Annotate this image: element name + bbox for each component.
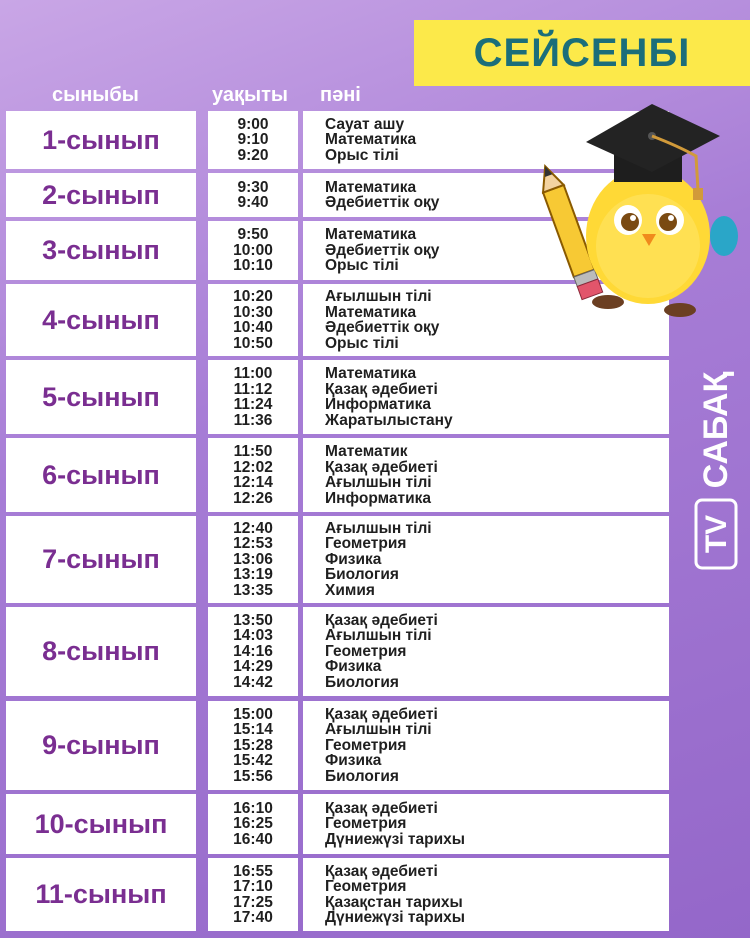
subject-name: Қазақ әдебиеті <box>325 611 438 629</box>
time-value: 13:19 <box>233 566 273 584</box>
time-value: 15:56 <box>233 767 273 785</box>
subject-name: Геометрия <box>325 815 407 833</box>
subject-name: Орыс тілі <box>325 334 399 352</box>
subject-name: Биология <box>325 566 399 584</box>
class-label: 7-сынып <box>42 544 160 574</box>
time-value: 10:00 <box>233 241 273 259</box>
class-label: 2-сынып <box>42 179 160 210</box>
class-label: 10-сынып <box>34 808 168 839</box>
time-value: 13:35 <box>233 581 273 599</box>
subject-name: Жаратылыстану <box>325 411 453 429</box>
class-cell <box>6 438 196 512</box>
brand-name-text: САБАҚ <box>697 371 735 489</box>
time-value: 9:20 <box>237 146 269 164</box>
subject-name: Математика <box>325 303 417 321</box>
subject-cell <box>303 607 669 696</box>
subject-name: Қазақ әдебиеті <box>325 705 438 723</box>
subject-cell <box>303 794 669 854</box>
tv-sabak-logo-icon <box>693 362 739 572</box>
subject-name: Орыс тілі <box>325 146 399 164</box>
subject-name: Информатика <box>325 489 431 507</box>
subject-name: Дүниежүзі тарихы <box>325 830 465 848</box>
time-cell <box>208 794 298 854</box>
class-cell <box>6 607 196 696</box>
subject-name: Ағылшын тілі <box>325 627 432 645</box>
time-cell <box>208 111 298 169</box>
class-cell <box>6 284 196 356</box>
subject-name: Геометрия <box>325 736 407 754</box>
subject-name: Геометрия <box>325 535 407 553</box>
time-cell <box>208 701 298 790</box>
subject-name: Геометрия <box>325 642 407 660</box>
time-value: 15:28 <box>233 736 273 754</box>
time-cell <box>208 360 298 434</box>
time-value: 14:29 <box>233 658 273 676</box>
subject-name: Геометрия <box>325 878 407 895</box>
subject-name: Дүниежүзі тарихы <box>325 909 465 926</box>
subject-name: Физика <box>325 658 382 676</box>
subject-name: Әдебиеттік оқу <box>325 194 440 211</box>
subject-name: Математика <box>325 226 417 244</box>
time-cell <box>208 221 298 280</box>
class-cell <box>6 516 196 603</box>
time-value: 16:10 <box>233 799 273 817</box>
time-value: 9:10 <box>237 131 269 149</box>
class-cell <box>6 858 196 931</box>
subject-name: Биология <box>325 673 399 691</box>
subject-name: Қазақстан тарихы <box>325 893 463 911</box>
time-value: 16:40 <box>233 830 273 848</box>
subject-cell <box>303 360 669 434</box>
time-value: 12:40 <box>233 519 273 537</box>
subject-name: Ағылшын тілі <box>325 474 432 491</box>
time-value: 12:14 <box>233 474 273 491</box>
time-value: 10:50 <box>233 334 273 352</box>
day-title-banner <box>414 20 750 86</box>
subject-name: Орыс тілі <box>325 257 399 275</box>
time-value: 10:10 <box>233 257 273 275</box>
subject-name: Биология <box>325 767 399 785</box>
brand-logo <box>693 362 739 572</box>
time-value: 15:00 <box>233 705 273 723</box>
class-cell <box>6 111 196 169</box>
time-cell <box>208 516 298 603</box>
subject-name: Математика <box>325 178 417 196</box>
class-label: 1-сынып <box>42 124 160 155</box>
time-value: 9:00 <box>237 115 269 133</box>
time-value: 15:14 <box>233 721 273 739</box>
time-value: 13:50 <box>233 611 273 629</box>
time-cell <box>208 607 298 696</box>
column-header-time: уақыты <box>212 84 288 106</box>
brand-tv-text: TV <box>700 514 733 554</box>
subject-name: Химия <box>325 581 375 599</box>
subject-name: Информатика <box>325 396 431 413</box>
subject-name: Математика <box>325 131 417 149</box>
class-label: 6-сынып <box>42 459 160 490</box>
time-value: 9:40 <box>237 194 269 211</box>
time-value: 12:26 <box>233 489 273 507</box>
time-value: 10:30 <box>233 303 273 321</box>
subject-name: Қазақ әдебиеті <box>325 799 438 817</box>
day-title: СЕЙСЕНБІ <box>473 30 691 75</box>
time-value: 11:00 <box>233 365 273 382</box>
class-cell <box>6 794 196 854</box>
subject-name: Қазақ әдебиеті <box>325 380 438 398</box>
schedule-row <box>0 607 750 696</box>
subject-cell <box>303 701 669 790</box>
subject-cell <box>303 438 669 512</box>
schedule-row <box>0 516 750 603</box>
subject-name: Ағылшын тілі <box>325 721 432 739</box>
time-value: 17:40 <box>233 909 273 926</box>
time-value: 10:20 <box>233 288 273 305</box>
time-value: 12:02 <box>233 458 273 476</box>
column-header-class: сыныбы <box>52 84 139 106</box>
time-cell <box>208 284 298 356</box>
subject-name: Физика <box>325 752 382 770</box>
subject-name: Физика <box>325 550 382 568</box>
class-cell <box>6 360 196 434</box>
time-value: 11:36 <box>233 411 273 429</box>
time-value: 13:06 <box>233 550 273 568</box>
class-label: 9-сынып <box>42 730 160 760</box>
subject-cell <box>303 516 669 603</box>
schedule-row <box>0 858 750 931</box>
time-value: 11:24 <box>233 396 273 413</box>
subject-cell <box>303 858 669 931</box>
time-value: 11:12 <box>233 380 273 398</box>
subject-name: Математика <box>325 365 417 382</box>
time-cell <box>208 438 298 512</box>
time-value: 11:50 <box>233 443 273 460</box>
time-value: 10:40 <box>233 319 273 336</box>
time-value: 16:55 <box>233 862 273 880</box>
class-label: 11-сынып <box>35 879 167 909</box>
subject-name: Қазақ әдебиеті <box>325 862 438 880</box>
time-cell <box>208 173 298 217</box>
time-value: 9:30 <box>237 178 269 196</box>
time-value: 17:10 <box>233 878 273 895</box>
schedule-row <box>0 360 750 434</box>
class-label: 8-сынып <box>42 636 160 666</box>
subject-name: Әдебиеттік оқу <box>325 319 440 336</box>
subject-name: Қазақ әдебиеті <box>325 458 438 476</box>
class-label: 3-сынып <box>42 235 160 265</box>
subject-name: Математик <box>325 443 408 460</box>
column-header-subject: пәні <box>320 84 361 106</box>
time-value: 15:42 <box>233 752 273 770</box>
subject-name: Сауат ашу <box>325 115 405 133</box>
time-value: 17:25 <box>233 893 273 911</box>
class-label: 5-сынып <box>42 381 160 412</box>
time-value: 14:16 <box>233 642 273 660</box>
chick-mascot-icon <box>528 96 744 322</box>
subject-name: Ағылшын тілі <box>325 519 432 537</box>
schedule-row <box>0 794 750 854</box>
subject-name: Ағылшын тілі <box>325 288 432 305</box>
class-cell <box>6 173 196 217</box>
schedule-row <box>0 701 750 790</box>
time-value: 9:50 <box>237 226 269 244</box>
class-label: 4-сынып <box>42 304 160 335</box>
time-value: 16:25 <box>233 815 273 833</box>
class-cell <box>6 701 196 790</box>
subject-name: Әдебиеттік оқу <box>325 241 440 259</box>
time-value: 12:53 <box>233 535 273 553</box>
time-cell <box>208 858 298 931</box>
class-cell <box>6 221 196 280</box>
time-value: 14:03 <box>233 627 273 645</box>
schedule-row <box>0 438 750 512</box>
time-value: 14:42 <box>233 673 273 691</box>
